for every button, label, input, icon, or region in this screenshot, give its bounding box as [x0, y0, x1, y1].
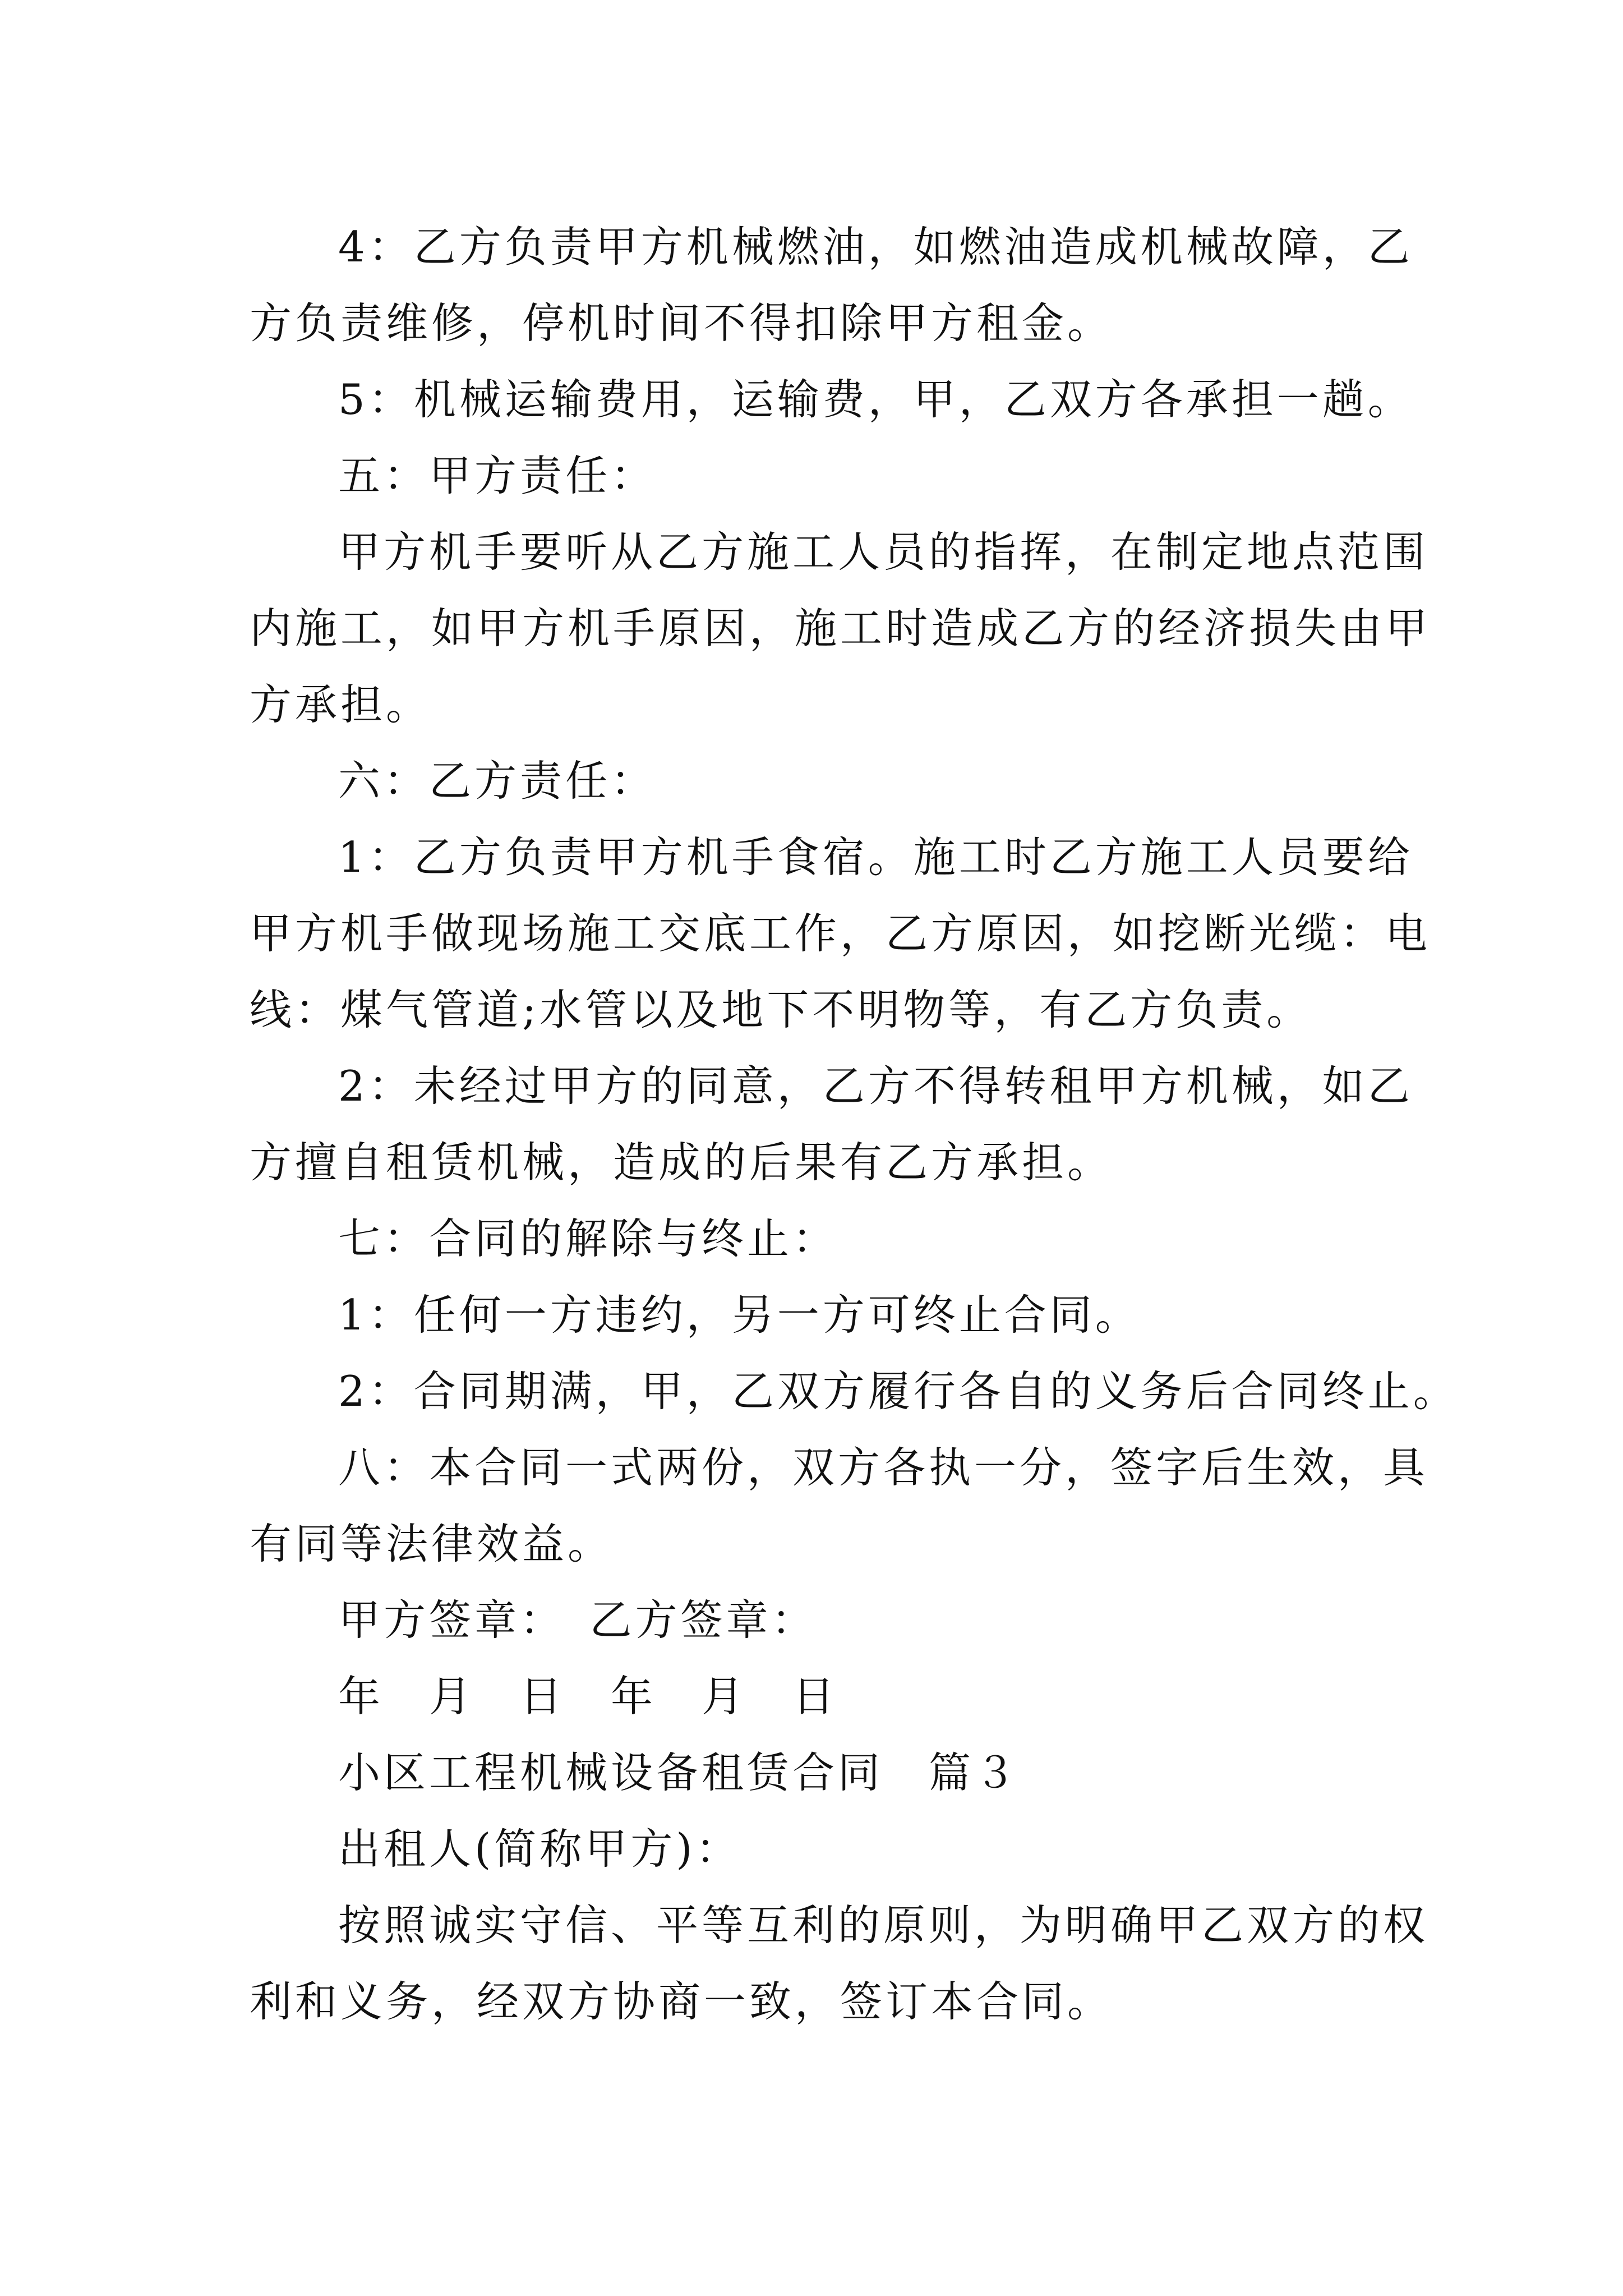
signature-line: [250, 1582, 1382, 1658]
text-line: 八：本合同一式两份，双方各执一分，签字后生效，具: [338, 1443, 1429, 1492]
paragraph-principle: [250, 1887, 1429, 2040]
paragraph-party-a-duty: [250, 514, 1431, 743]
text-line: 出租人(简称甲方)：: [338, 1824, 741, 1874]
document-body: [250, 209, 1459, 2040]
text-line: 六：乙方责任：: [338, 756, 657, 806]
paragraph-copies: [250, 1429, 1429, 1582]
text-line: 甲方机手做现场施工交底工作，乙方原因，如挖断光缆：电: [250, 909, 1431, 958]
text-line: 方擅自租赁机械，造成的后果有乙方承担。: [250, 1138, 1113, 1187]
text-line: 2：未经过甲方的同意，乙方不得转租甲方机械，如乙: [338, 1061, 1413, 1111]
text-line: 线：煤气管道;水管以及地下不明物等，有乙方负责。: [250, 985, 1312, 1034]
section-heading-party-b: [250, 743, 1382, 819]
paragraph-fuel: [250, 209, 1413, 361]
paragraph-termination-2: [250, 1353, 1459, 1429]
paragraph-termination-1: [250, 1277, 1382, 1353]
text-line: 七：合同的解除与终止：: [338, 1214, 838, 1263]
text-line: 1：任何一方违约，另一方可终止合同。: [338, 1290, 1141, 1340]
text-line: 年 月 日 年 月 日: [338, 1672, 838, 1721]
section-heading-termination: [250, 1200, 1382, 1277]
paragraph-party-b-duty-1: [250, 819, 1431, 1048]
text-line: 小区工程机械设备租赁合同 篇３: [338, 1748, 1020, 1797]
text-line: 甲方机手要听从乙方施工人员的指挥，在制定地点范围: [338, 527, 1429, 577]
text-line: 按照诚实守信、平等互利的原则，为明确甲乙双方的权: [338, 1901, 1429, 1950]
text-line: 内施工，如甲方机手原因，施工时造成乙方的经济损失由甲: [250, 604, 1431, 653]
paragraph-party-b-duty-2: [250, 1048, 1413, 1200]
text-line: 1：乙方负责甲方机手食宿。施工时乙方施工人员要给: [338, 832, 1413, 882]
date-line: [250, 1658, 1382, 1734]
text-line: 甲方签章： 乙方签章：: [338, 1595, 817, 1645]
text-line: 有同等法律效益。: [250, 1519, 614, 1568]
section-heading-party-a: [250, 438, 1382, 514]
text-line: 5：机械运输费用，运输费，甲，乙双方各承担一趟。: [338, 375, 1413, 424]
lessor-line: [250, 1811, 1382, 1887]
text-line: 方承担。: [250, 680, 432, 729]
text-line: 4：乙方负责甲方机械燃油，如燃油造成机械故障，乙: [338, 222, 1413, 272]
text-line: 2：合同期满，甲，乙双方履行各自的义务后合同终止。: [338, 1366, 1459, 1416]
contract-title: [250, 1734, 1382, 1811]
text-line: 方负责维修，停机时间不得扣除甲方租金。: [250, 298, 1113, 348]
text-line: 五：甲方责任：: [338, 451, 657, 500]
paragraph-transport: [250, 361, 1413, 438]
text-line: 利和义务，经双方协商一致，签订本合同。: [250, 1977, 1113, 2026]
